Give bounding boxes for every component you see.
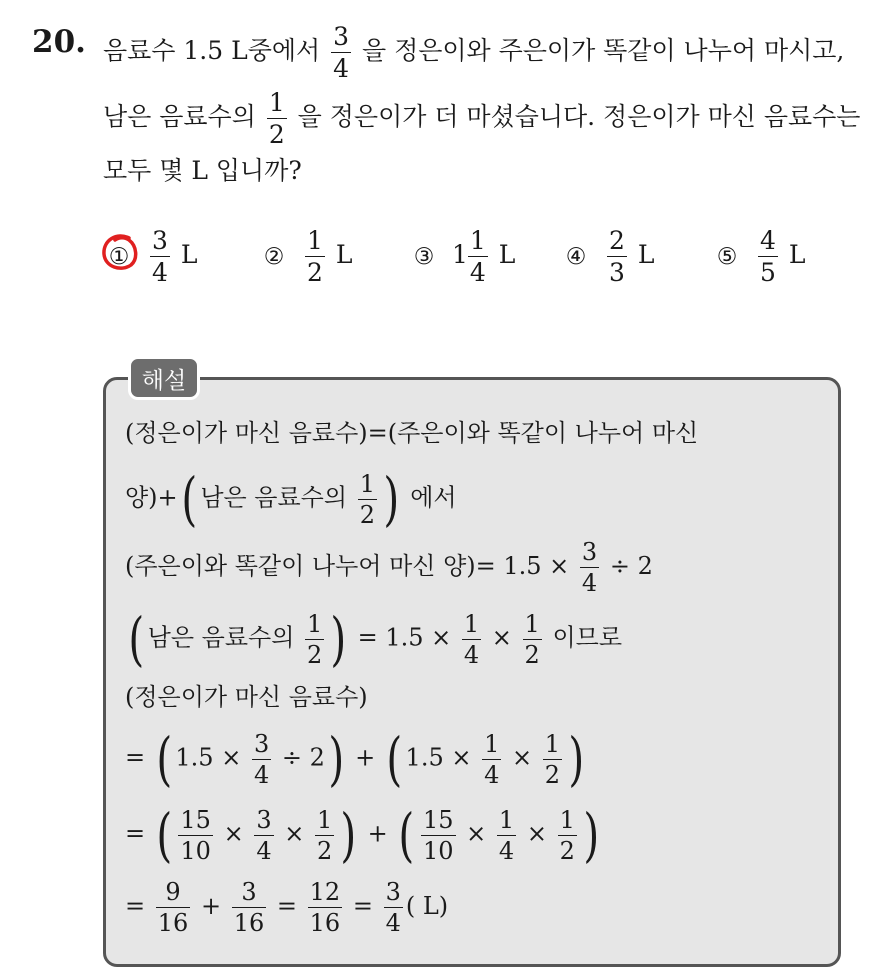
fraction: $\frac{1}{2}$	[307, 609, 323, 669]
option-2[interactable]	[262, 228, 352, 285]
fraction: $\frac{3}{4}$	[581, 538, 598, 597]
option-unit: L	[788, 240, 806, 269]
question-number: 20.	[32, 24, 86, 60]
solution-line-5: (정은이가 마신 음료수)	[125, 683, 368, 711]
fraction: $\frac{1}{2}$	[544, 729, 561, 789]
fraction: $\frac{2}{3}$	[608, 226, 625, 287]
option-unit: L	[180, 240, 198, 269]
option-number: ④	[565, 243, 587, 270]
option-4[interactable]	[564, 228, 654, 285]
fraction: $\frac{1}{2}$	[559, 805, 575, 865]
solution-box	[103, 377, 841, 967]
fraction: $\frac{1}{2}$	[359, 469, 375, 529]
option-unit: L	[637, 240, 655, 269]
option-3[interactable]	[412, 228, 515, 285]
fraction: $\frac{1}{2}$	[524, 609, 540, 669]
fraction: $\frac{1}{2}$	[317, 805, 333, 865]
solution-line-2: 양)+( 남은 음료수의 $\frac{1}{2}$ ) 에서	[125, 465, 457, 533]
solution-line-7: = ( $\frac{15}{10}$ × $\frac{3}{4}$ × $\frac{1}{2}$ ) + ( $\frac{15}{10}$ × $\frac{1}{4}$ × $\frac{1}{2}$ )	[125, 801, 600, 869]
fraction: $\frac{3}{4}$	[253, 729, 270, 789]
fraction: $\frac{1}{4}$	[498, 805, 515, 865]
question-line-3: 모두 몇 L 입니까?	[103, 156, 302, 185]
option-1[interactable]	[107, 228, 197, 285]
solution-tag: 해설	[128, 356, 200, 400]
fraction: $\frac{4}{5}$	[759, 226, 776, 287]
fraction: $\frac{1}{4}$	[469, 226, 486, 287]
question-text: 음료수 1.5 L중에서	[103, 36, 321, 65]
option-number: ⑤	[716, 243, 738, 270]
question-text: 을 정은이와 주은이가 똑같이 나누어 마시고,	[361, 36, 845, 65]
fraction: $\frac{1}{2}$	[268, 88, 285, 149]
fraction: $\frac{15}{10}$	[180, 805, 211, 865]
fraction: $\frac{3}{4}$	[333, 22, 350, 83]
option-number: ②	[263, 243, 285, 270]
solution-line-4: ( 남은 음료수의 $\frac{1}{2}$ ) = 1.5 × $\frac{1}{4}$ × $\frac{1}{2}$ 이므로	[128, 605, 623, 673]
option-unit: L	[498, 240, 516, 269]
option-number: ③	[413, 243, 435, 270]
question-text: 남은 음료수의	[103, 102, 256, 131]
fraction: $\frac{9}{16}$	[157, 878, 189, 937]
fraction: $\frac{1}{4}$	[484, 729, 500, 789]
fraction: $\frac{3}{4}$	[256, 805, 272, 865]
option-5[interactable]	[715, 228, 805, 285]
fraction: $\frac{1}{2}$	[306, 226, 323, 287]
fraction: $\frac{3}{16}$	[233, 878, 265, 937]
option-unit: L	[335, 240, 353, 269]
solution-line-1: (정은이가 마신 음료수)=(주은이와 똑같이 나누어 마신	[125, 419, 699, 447]
question-text: 을 정은이가 더 마셨습니다. 정은이가 마신 음료수는	[297, 102, 861, 131]
fraction: $\frac{3}{4}$	[151, 226, 168, 287]
solution-line-3: (주은이와 똑같이 나누어 마신 양)= 1.5 × $\frac{3}{4}$ ÷ 2	[125, 538, 653, 597]
question-line-2	[103, 90, 860, 147]
solution-line-8: = $\frac{9}{16}$ + $\frac{3}{16}$ = $\frac{12}{16}$ = $\frac{3}{4}$ ( L)	[125, 878, 449, 937]
fraction: $\frac{12}{16}$	[309, 878, 341, 937]
option-whole: 1	[451, 240, 468, 269]
question-line-1	[103, 24, 844, 81]
solution-line-6: = ( 1.5 × $\frac{3}{4}$ ÷ 2) + ( 1.5 × $\frac{1}{4}$ × $\frac{1}{2}$ )	[125, 725, 585, 793]
option-number: ①	[108, 243, 130, 270]
fraction: $\frac{15}{10}$	[422, 805, 454, 865]
fraction: $\frac{3}{4}$	[385, 878, 401, 937]
fraction: $\frac{1}{4}$	[463, 609, 480, 669]
